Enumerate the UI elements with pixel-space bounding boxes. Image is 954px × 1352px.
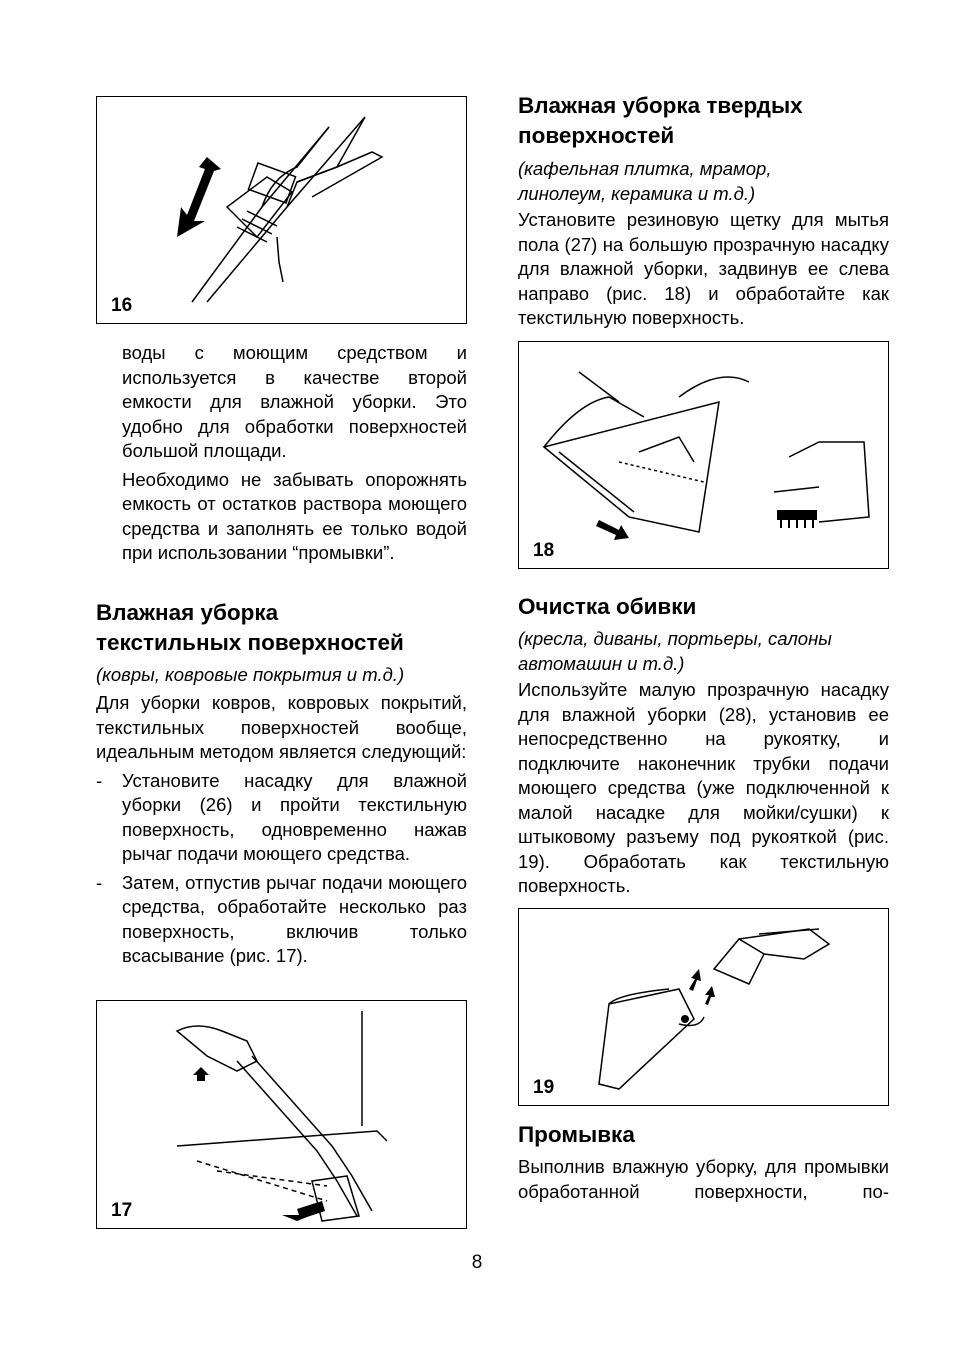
page-number: 8 [471,1252,483,1273]
left-column-body [96,691,467,973]
section-subtitle [518,157,889,206]
figure-16 [96,96,467,324]
paragraph: Для уборки ковров, ковровых покрытий, текстильных поверхностей вообще, идеальным методом является следующий: [96,692,467,762]
subtitle-line: линолеум, керамика и т.д.) [518,182,756,204]
figure-number: 19 [533,1077,555,1098]
paragraph: Установите резиновую щетку для мытья пола (27) на большую прозрачную насадку для влажной уборки, задвинув ее слева направо (рис. 18) и обработайте как текстильную поверхность. [518,209,889,328]
section-subtitle [518,627,889,676]
list-item-text: Затем, отпустив рычаг подачи моющего средства, обработайте несколько раз поверхность, включив только всасывание (рис. 17). [122,871,467,966]
bullet-dash: - [96,871,103,893]
subtitle-line: (кафельная плитка, мрамор, [518,158,772,179]
left-column-intro [122,341,467,570]
figure-19 [518,908,889,1106]
figure-18-illustration [519,342,887,567]
section-heading-upholstery: Очистка обивки [518,594,697,619]
figure-number: 16 [111,295,133,316]
section-subtitle: (ковры, ковровые покрытия и т.д.) [96,664,405,685]
bullet-list [96,769,467,969]
section-heading-rinsing: Промывка [518,1122,635,1147]
figure-17-illustration [97,1001,465,1227]
list-item-text: Установите насадку для влажной уборки (26) и пройти текстильную поверхность, одновременно нажав рычаг подачи моющего средства. [122,769,467,864]
heading-line: Влажная уборка [96,600,279,625]
heading-line: текстильных поверхностей [96,630,404,655]
paragraph: Необходимо не забывать опорожнять емкость от остатков раствора моющего средства и заполнять ее только водой при использовании “промывки”. [122,468,467,563]
figure-number: 18 [533,540,555,561]
heading-line: Влажная уборка твердых [518,93,803,118]
list-item [96,871,467,969]
figure-16-illustration [97,97,465,322]
figure-number: 17 [111,1200,133,1221]
paragraph: Выполнив влажную уборку, для промывки обработанной поверхности, по- [518,1156,889,1202]
subtitle-line: (кресла, диваны, портьеры, салоны [518,628,832,649]
list-item [96,769,467,867]
figure-18 [518,341,889,569]
section-heading-hard-surfaces [518,91,898,151]
heading-line: поверхностей [518,123,675,148]
bullet-dash: - [96,769,103,791]
subtitle-line: автомашин и т.д.) [518,652,685,674]
paragraph: воды с моющим средством и используется в качестве второй емкости для влажной уборки. Это удобно для обработки поверхностей большой площади. [122,342,467,461]
paragraph: Используйте малую прозрачную насадку для влажной уборки (28), установив ее непосредственно на рукоятку, и подключите наконечник трубки подачи моющего средства (уже подключенной к малой насадке для мойки/сушки) к штыковому разъему под рукояткой (рис. 19). Обработать как текстильную поверхность. [518,679,889,896]
figure-17 [96,1000,467,1229]
section-heading-textile [96,598,476,658]
figure-19-illustration [519,909,887,1104]
